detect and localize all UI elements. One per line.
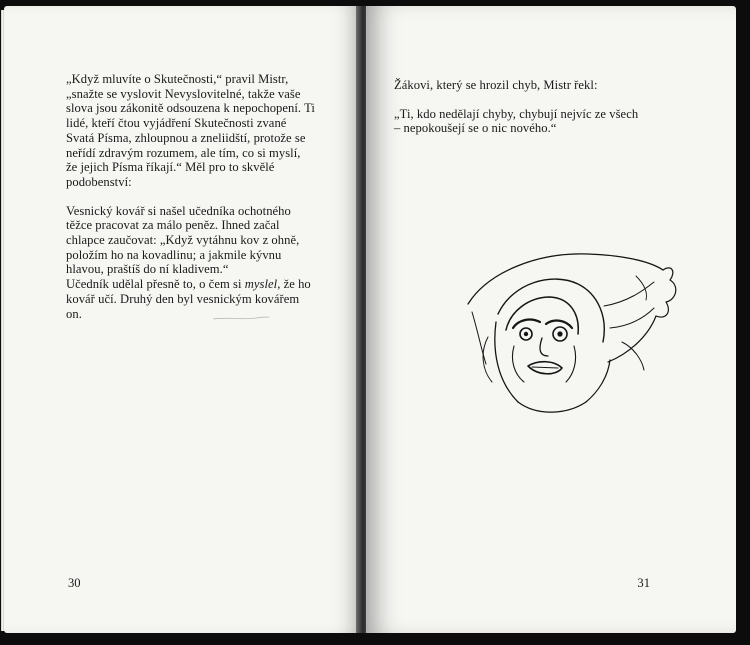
right-page-text bbox=[394, 78, 724, 136]
text-line: těžce pracovat za málo peněz. Ihned začal bbox=[66, 218, 280, 233]
text-line: hlavou, praštíš do ní kladivem.“ bbox=[66, 262, 229, 277]
text-segment: Učedník udělal přesně to, o čem si bbox=[66, 277, 245, 292]
text-line: on. bbox=[66, 306, 82, 321]
text-line: Vesnický kovář si našel učedníka ochotného bbox=[66, 203, 291, 218]
pencil-mark bbox=[211, 314, 271, 322]
ink-sketch-illustration bbox=[458, 242, 678, 422]
text-line: „snažte se vyslovit Nevyslovitelné, takže vaše bbox=[66, 86, 301, 101]
text-line: položím ho na kovadlinu; a jakmile kývnu bbox=[66, 247, 282, 262]
text-line: kovář učí. Druhý den byl vesnickým kovářem bbox=[66, 291, 300, 306]
text-line: lidé, kteří čtou vyjádření Skutečnosti zvané bbox=[66, 116, 287, 131]
text-line: podobenství: bbox=[66, 174, 132, 189]
text-line: neřídí zdravým rozumem, ale tím, co si myslí, bbox=[66, 145, 301, 160]
text-line: „Ti, kdo nedělají chyby, chybují nejvíc ze všech bbox=[394, 106, 639, 121]
page-number-right: 31 bbox=[637, 576, 650, 590]
open-book bbox=[4, 0, 746, 645]
text-line: Žákovi, který se hrozil chyb, Mistr řekl: bbox=[394, 78, 598, 92]
text-line: slova jsou zákonitě odsouzena k nepochopení. Ti bbox=[66, 101, 315, 116]
text-line: chlapce zaučovat: „Když vytáhnu kov z ohně, bbox=[66, 233, 300, 248]
text-line: Svatá Písma, zhloupnou a zneliidští, protože se bbox=[66, 130, 306, 145]
italic-word: myslel bbox=[244, 277, 278, 292]
page-number-left: 30 bbox=[68, 576, 81, 590]
left-page-text bbox=[66, 72, 356, 321]
text-line: – nepokoušejí se o nic nového.“ bbox=[394, 121, 557, 136]
text-line: „Když mluvíte o Skutečnosti,“ pravil Mistr, bbox=[66, 72, 289, 86]
text-line bbox=[66, 277, 356, 292]
text-line: že jejich Písma říkají.“ Měl pro to skvělé bbox=[66, 160, 275, 175]
text-segment: , že ho bbox=[277, 277, 311, 292]
left-page bbox=[4, 6, 360, 633]
right-page bbox=[366, 6, 736, 633]
